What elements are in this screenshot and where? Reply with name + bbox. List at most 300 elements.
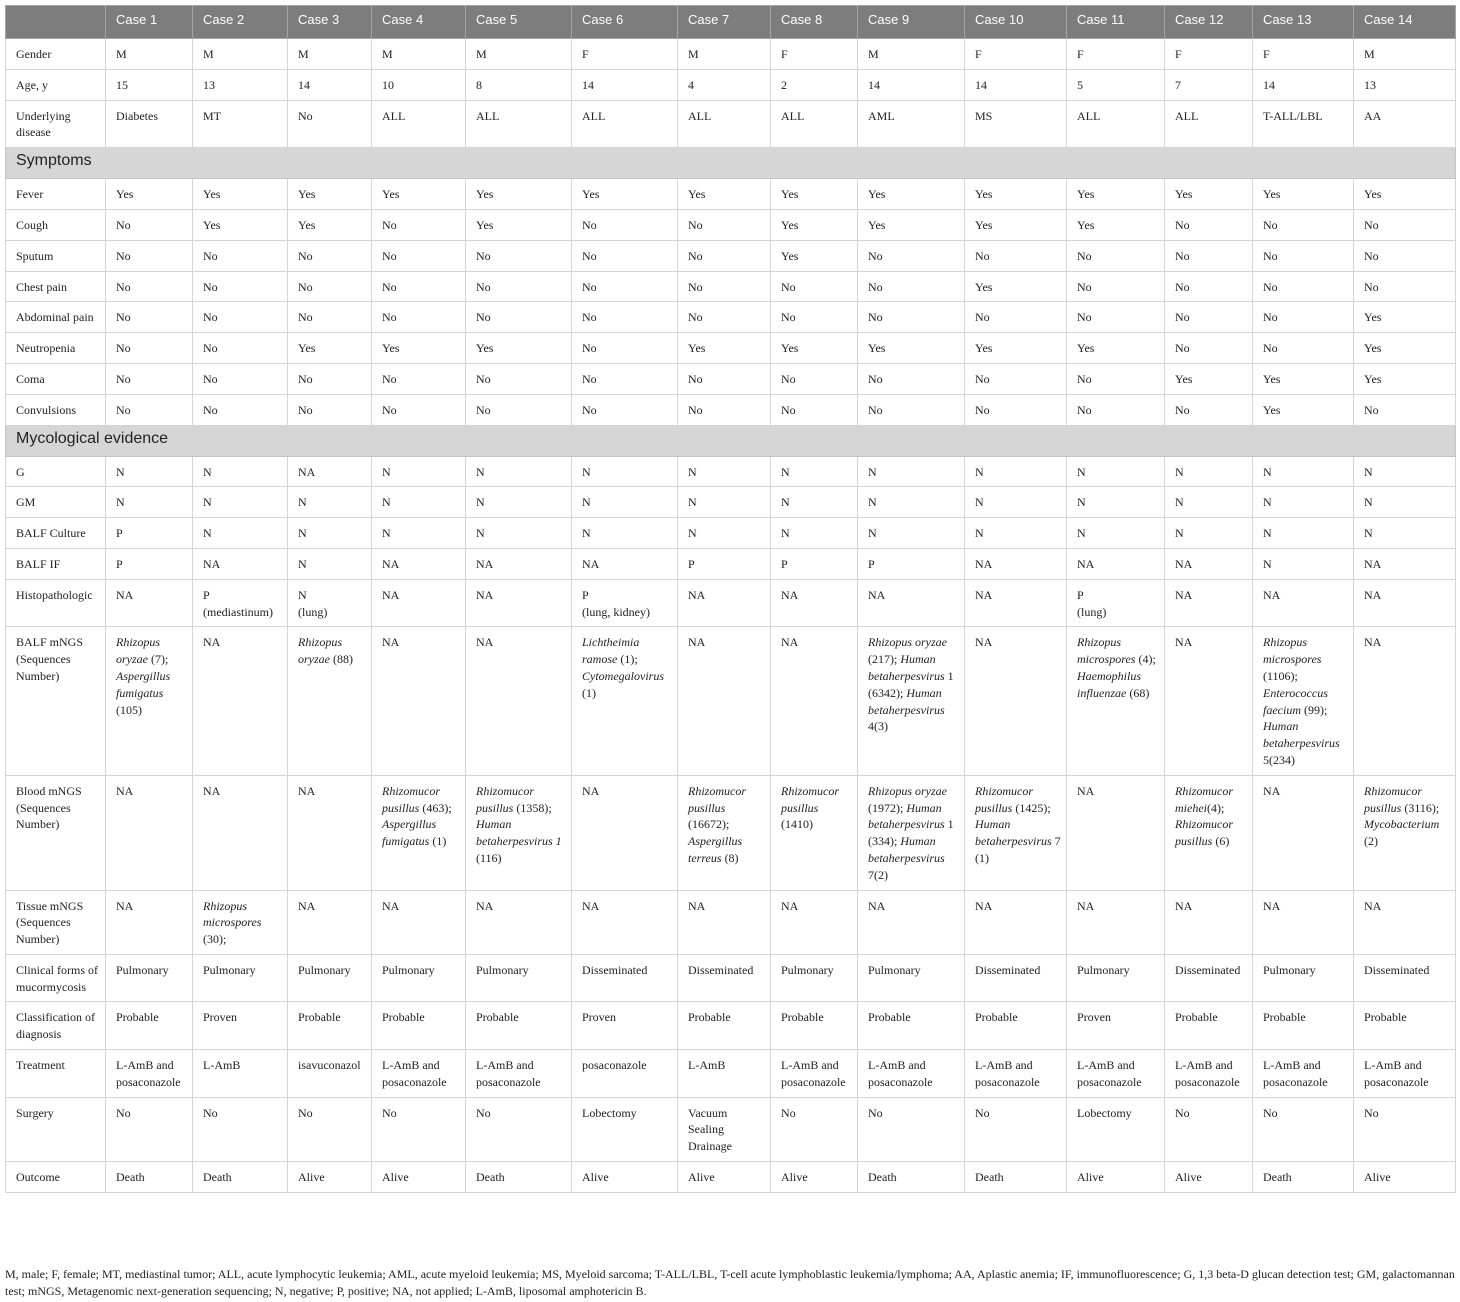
- table-cell: Yes: [965, 271, 1067, 302]
- organism-name: Lichtheimia ramose: [582, 635, 640, 667]
- table-row: [6, 394, 1456, 425]
- table-cell: Yes: [106, 179, 193, 210]
- table-cell: No: [965, 240, 1067, 271]
- table-cell: N: [678, 456, 771, 487]
- sequence-count: (1);: [617, 652, 638, 667]
- row-label: Surgery: [6, 1097, 106, 1161]
- header-case: Case 3: [288, 6, 372, 39]
- table-cell: Proven: [193, 1002, 288, 1050]
- sequence-count: 7(2): [868, 867, 888, 882]
- table-row: [6, 456, 1456, 487]
- organism-name: Rhizomucor pusillus: [1364, 783, 1422, 815]
- section-row: [6, 148, 1456, 179]
- table-cell: Proven: [1067, 1002, 1165, 1050]
- table-cell: [1354, 775, 1456, 890]
- table-cell: [1253, 627, 1354, 775]
- table-cell: NA: [572, 775, 678, 890]
- table-cell: No: [572, 209, 678, 240]
- sequence-count: (4);: [1207, 800, 1225, 815]
- row-label: Histopathologic: [6, 579, 106, 627]
- table-cell: No: [858, 271, 965, 302]
- table-cell: N: [1165, 487, 1253, 518]
- table-cell: No: [288, 302, 372, 333]
- sequence-count: (16672);: [688, 817, 730, 832]
- table-cell: Alive: [372, 1162, 466, 1193]
- table-cell: No: [372, 271, 466, 302]
- table-cell: AA: [1354, 100, 1456, 148]
- table-cell: No: [372, 302, 466, 333]
- table-cell: No: [572, 394, 678, 425]
- table-cell: L-AmB and posaconazole: [1354, 1050, 1456, 1098]
- table-cell: N: [193, 456, 288, 487]
- table-cell: No: [678, 240, 771, 271]
- table-cell: NA: [1067, 548, 1165, 579]
- table-cell: NA: [193, 548, 288, 579]
- table-row: [6, 240, 1456, 271]
- table-cell: No: [572, 271, 678, 302]
- table-cell: No: [193, 1097, 288, 1161]
- table-cell: Yes: [1354, 179, 1456, 210]
- table-cell: Yes: [1067, 179, 1165, 210]
- table-cell: Lobectomy: [1067, 1097, 1165, 1161]
- table-cell: No: [572, 302, 678, 333]
- row-label: Fever: [6, 179, 106, 210]
- table-cell: N: [288, 487, 372, 518]
- table-cell: MT: [193, 100, 288, 148]
- organism-name: Aspergillus fumigatus: [116, 668, 171, 700]
- table-cell: NA: [771, 890, 858, 954]
- table-cell: NA: [106, 890, 193, 954]
- table-cell: No: [1165, 209, 1253, 240]
- table-cell: Disseminated: [572, 954, 678, 1002]
- table-cell: No: [288, 240, 372, 271]
- table-cell: F: [572, 39, 678, 70]
- header-case: Case 2: [193, 6, 288, 39]
- row-label: Underlying disease: [6, 100, 106, 148]
- table-cell: No: [1165, 271, 1253, 302]
- table-cell: No: [106, 1097, 193, 1161]
- table-cell: No: [1067, 302, 1165, 333]
- table-cell: NA: [771, 627, 858, 775]
- table-cell: NA: [193, 775, 288, 890]
- table-cell: NA: [858, 579, 965, 627]
- table-cell: M: [193, 39, 288, 70]
- table-cell: F: [1253, 39, 1354, 70]
- table-cell: Disseminated: [965, 954, 1067, 1002]
- table-cell: 13: [193, 69, 288, 100]
- table-row: [6, 1002, 1456, 1050]
- organism-name: Aspergillus fumigatus: [382, 817, 437, 849]
- table-cell: M: [858, 39, 965, 70]
- table-cell: No: [1165, 333, 1253, 364]
- table-cell: N: [678, 518, 771, 549]
- table-cell: Death: [466, 1162, 572, 1193]
- table-cell: NA: [1354, 627, 1456, 775]
- organism-name: Rhizopus oryzae: [868, 783, 947, 798]
- table-cell: N: [1253, 518, 1354, 549]
- organism-name: Human betaherpesvirus: [868, 652, 945, 683]
- table-cell: Lobectomy: [572, 1097, 678, 1161]
- table-header: [6, 6, 1456, 39]
- table-cell: NA: [288, 890, 372, 954]
- sequence-count: (3116);: [1401, 800, 1440, 815]
- table-cell: Yes: [1165, 179, 1253, 210]
- table-cell: M: [288, 39, 372, 70]
- table-cell: No: [466, 363, 572, 394]
- table-cell: T-ALL/LBL: [1253, 100, 1354, 148]
- table-cell: No: [678, 363, 771, 394]
- table-cell: No: [193, 302, 288, 333]
- table-cell: Yes: [466, 209, 572, 240]
- table-cell: Diabetes: [106, 100, 193, 148]
- row-label: Cough: [6, 209, 106, 240]
- table-cell: 14: [572, 69, 678, 100]
- organism-name: Rhizomucor pusillus: [1175, 817, 1233, 849]
- table-cell: No: [771, 363, 858, 394]
- header-case: Case 9: [858, 6, 965, 39]
- table-cell: 13: [1354, 69, 1456, 100]
- table-cell: NA: [1165, 579, 1253, 627]
- table-cell: No: [1253, 302, 1354, 333]
- sequence-count: (88): [330, 652, 353, 667]
- table-cell: Yes: [678, 179, 771, 210]
- table-cell: L-AmB and posaconazole: [771, 1050, 858, 1098]
- table-cell: NA: [1354, 890, 1456, 954]
- table-cell: Alive: [1067, 1162, 1165, 1193]
- table-cell: No: [1253, 240, 1354, 271]
- organism-name: Rhizomucor pusillus: [382, 783, 440, 815]
- table-cell: Yes: [771, 240, 858, 271]
- table-cell: ALL: [771, 100, 858, 148]
- table-row: [6, 487, 1456, 518]
- table-cell: N: [372, 456, 466, 487]
- table-cell: No: [466, 271, 572, 302]
- organism-name: Aspergillus terreus: [688, 834, 743, 865]
- table-cell: No: [771, 302, 858, 333]
- row-label: Coma: [6, 363, 106, 394]
- table-cell: L-AmB and posaconazole: [965, 1050, 1067, 1098]
- table-cell: No: [858, 302, 965, 333]
- table-cell: NA: [106, 579, 193, 627]
- table-cell: No: [372, 209, 466, 240]
- table-cell: No: [965, 1097, 1067, 1161]
- table-cell: Probable: [965, 1002, 1067, 1050]
- row-label: BALF IF: [6, 548, 106, 579]
- table-cell: NA: [1354, 579, 1456, 627]
- table-cell: No: [965, 394, 1067, 425]
- table-cell: Probable: [466, 1002, 572, 1050]
- organism-name: Rhizopus oryzae: [298, 635, 343, 667]
- table-cell: M: [466, 39, 572, 70]
- table-cell: F: [965, 39, 1067, 70]
- table-cell: No: [193, 240, 288, 271]
- header-case: Case 1: [106, 6, 193, 39]
- table-cell: N: [466, 518, 572, 549]
- table-cell: Yes: [1253, 179, 1354, 210]
- table-cell: Yes: [466, 179, 572, 210]
- table-row: [6, 1162, 1456, 1193]
- table-cell: Death: [965, 1162, 1067, 1193]
- organism-name: Human betaherpesvirus 1: [476, 817, 562, 849]
- table-cell: [193, 890, 288, 954]
- table-cell: N: [572, 518, 678, 549]
- table-cell: NA: [965, 548, 1067, 579]
- table-cell: No: [288, 1097, 372, 1161]
- table-cell: No: [1067, 240, 1165, 271]
- table-cell: 14: [288, 69, 372, 100]
- table-cell: [771, 775, 858, 890]
- table-cell: L-AmB and posaconazole: [1067, 1050, 1165, 1098]
- table-cell: Yes: [1165, 363, 1253, 394]
- row-label: Clinical forms of mucormycosis: [6, 954, 106, 1002]
- table-cell: No: [858, 1097, 965, 1161]
- row-label: BALF mNGS (Sequences Number): [6, 627, 106, 775]
- organism-name: Haemophilus influenzae: [1077, 668, 1141, 700]
- table-cell: No: [372, 1097, 466, 1161]
- sequence-count: (8): [721, 850, 739, 865]
- table-cell: No: [466, 394, 572, 425]
- table-cell: 4: [678, 69, 771, 100]
- table-cell: ALL: [1165, 100, 1253, 148]
- table-cell: No: [678, 394, 771, 425]
- table-cell: L-AmB and posaconazole: [1165, 1050, 1253, 1098]
- table-cell: No: [1253, 333, 1354, 364]
- table-cell: No: [466, 302, 572, 333]
- table-cell: Probable: [771, 1002, 858, 1050]
- table-cell: Yes: [288, 179, 372, 210]
- table-cell: Probable: [372, 1002, 466, 1050]
- table-cell: Disseminated: [1165, 954, 1253, 1002]
- table-cell: NA: [372, 548, 466, 579]
- table-cell: Yes: [288, 333, 372, 364]
- table-row: [6, 954, 1456, 1002]
- table-cell: No: [193, 271, 288, 302]
- sequence-count: (4);: [1135, 652, 1156, 667]
- table-cell: N: [1253, 548, 1354, 579]
- table-cell: Death: [1253, 1162, 1354, 1193]
- table-row: [6, 518, 1456, 549]
- organism-name: Human betaherpesvirus: [868, 800, 945, 832]
- table-cell: ALL: [1067, 100, 1165, 148]
- table-cell: N: [1067, 518, 1165, 549]
- table-cell: ALL: [372, 100, 466, 148]
- table-cell: N: [858, 518, 965, 549]
- header-case: Case 11: [1067, 6, 1165, 39]
- table-cell: L-AmB and posaconazole: [1253, 1050, 1354, 1098]
- table-cell: Pulmonary: [193, 954, 288, 1002]
- table-cell: NA: [1165, 548, 1253, 579]
- table-cell: N: [466, 456, 572, 487]
- table-cell: NA: [1253, 775, 1354, 890]
- table-cell: N: [466, 487, 572, 518]
- table-cell: N: [372, 518, 466, 549]
- table-cell: No: [193, 394, 288, 425]
- table-cell: NA: [372, 627, 466, 775]
- table-cell: No: [1253, 271, 1354, 302]
- table-cell: N: [1354, 456, 1456, 487]
- table-cell: N: [771, 456, 858, 487]
- sequence-count: (6): [1212, 834, 1230, 849]
- table-cell: No: [771, 271, 858, 302]
- table-cell: N: [965, 518, 1067, 549]
- table-cell: N: [193, 518, 288, 549]
- table-cell: 5: [1067, 69, 1165, 100]
- table-cell: Yes: [678, 333, 771, 364]
- table-cell: [572, 627, 678, 775]
- organism-name: Rhizomucor pusillus: [781, 783, 839, 815]
- table-cell: No: [372, 363, 466, 394]
- table-cell: NA: [678, 890, 771, 954]
- sequence-count: (1972);: [868, 800, 907, 815]
- table-cell: Yes: [193, 209, 288, 240]
- table-cell: ALL: [678, 100, 771, 148]
- table-cell: P: [678, 548, 771, 579]
- table-cell: AML: [858, 100, 965, 148]
- table-cell: Pulmonary: [1067, 954, 1165, 1002]
- table-cell: No: [106, 363, 193, 394]
- table-cell: No: [106, 394, 193, 425]
- sequence-count: (1): [429, 834, 447, 849]
- table-cell: Pulmonary: [1253, 954, 1354, 1002]
- sequence-count: (68): [1126, 685, 1150, 700]
- table-cell: No: [1165, 302, 1253, 333]
- table-cell: P: [106, 518, 193, 549]
- header-case: Case 4: [372, 6, 466, 39]
- header-corner: [6, 6, 106, 39]
- table-cell: Alive: [771, 1162, 858, 1193]
- table-cell: NA: [466, 890, 572, 954]
- table-cell: M: [106, 39, 193, 70]
- table-cell: No: [1354, 240, 1456, 271]
- table-cell: N: [288, 548, 372, 579]
- table-cell: Yes: [572, 179, 678, 210]
- table-cell: No: [106, 240, 193, 271]
- section-title: Mycological evidence: [6, 425, 1456, 456]
- table-cell: Yes: [1067, 333, 1165, 364]
- section-title: Symptoms: [6, 148, 1456, 179]
- table-cell: 8: [466, 69, 572, 100]
- table-cell: N: [965, 487, 1067, 518]
- table-cell: posaconazole: [572, 1050, 678, 1098]
- sequence-count: (2): [1364, 834, 1378, 849]
- table-cell: Yes: [1067, 209, 1165, 240]
- table-cell: M: [1354, 39, 1456, 70]
- row-label: Chest pain: [6, 271, 106, 302]
- table-cell: Yes: [771, 209, 858, 240]
- table-cell: Pulmonary: [858, 954, 965, 1002]
- table-cell: No: [288, 100, 372, 148]
- table-cell: Disseminated: [678, 954, 771, 1002]
- table-cell: F: [771, 39, 858, 70]
- table-cell: No: [372, 394, 466, 425]
- organism-name: Human betaherpesvirus: [868, 685, 945, 717]
- organism-name: Rhizopus oryzae: [116, 635, 161, 667]
- table-cell: [1067, 627, 1165, 775]
- table-cell: 10: [372, 69, 466, 100]
- table-cell: L-AmB and posaconazole: [372, 1050, 466, 1098]
- table-row: [6, 333, 1456, 364]
- table-cell: Probable: [1354, 1002, 1456, 1050]
- sequence-count: (1410): [781, 817, 813, 832]
- table-cell: Death: [106, 1162, 193, 1193]
- table-cell: Yes: [1354, 333, 1456, 364]
- table-row: [6, 548, 1456, 579]
- table-cell: Proven: [572, 1002, 678, 1050]
- row-label: Convulsions: [6, 394, 106, 425]
- table-cell: No: [678, 302, 771, 333]
- table-cell: Alive: [1354, 1162, 1456, 1193]
- sequence-count: (1106);: [1263, 668, 1298, 683]
- sequence-count: (1425);: [1012, 800, 1051, 815]
- row-label: BALF Culture: [6, 518, 106, 549]
- table-cell: NA: [1354, 548, 1456, 579]
- table-cell: Yes: [1354, 302, 1456, 333]
- table-cell: NA: [1165, 627, 1253, 775]
- table-cell: Yes: [858, 179, 965, 210]
- table-cell: NA: [965, 579, 1067, 627]
- table-row: [6, 363, 1456, 394]
- row-label: Blood mNGS (Sequences Number): [6, 775, 106, 890]
- table-row: [6, 69, 1456, 100]
- row-label: Treatment: [6, 1050, 106, 1098]
- table-cell: Yes: [193, 179, 288, 210]
- table-cell: Probable: [1253, 1002, 1354, 1050]
- table-cell: NA: [372, 890, 466, 954]
- table-cell: Probable: [288, 1002, 372, 1050]
- table-cell: No: [193, 363, 288, 394]
- organism-name: Rhizopus microspores: [1077, 635, 1136, 667]
- header-case: Case 10: [965, 6, 1067, 39]
- table-cell: NA: [106, 775, 193, 890]
- table-cell: N: [1067, 487, 1165, 518]
- row-label: Outcome: [6, 1162, 106, 1193]
- table-cell: Yes: [858, 209, 965, 240]
- row-label: Neutropenia: [6, 333, 106, 364]
- organism-name: Cytomegalovirus: [582, 668, 664, 683]
- table-cell: L-AmB and posaconazole: [858, 1050, 965, 1098]
- table-cell: N: [1165, 456, 1253, 487]
- table-cell: NA: [1067, 775, 1165, 890]
- table-cell: 14: [858, 69, 965, 100]
- table-cell: No: [858, 394, 965, 425]
- table-cell: NA: [678, 579, 771, 627]
- header-case: Case 14: [1354, 6, 1456, 39]
- sequence-count: 1 (6342);: [868, 668, 954, 700]
- table-cell: No: [466, 240, 572, 271]
- table-cell: No: [771, 394, 858, 425]
- sequence-count: 4(3): [868, 719, 888, 734]
- table-row: [6, 579, 1456, 627]
- table-cell: Probable: [678, 1002, 771, 1050]
- table-cell: 15: [106, 69, 193, 100]
- sequence-count: (30);: [203, 932, 227, 947]
- table-cell: No: [678, 209, 771, 240]
- row-label: Gender: [6, 39, 106, 70]
- table-cell: No: [1165, 240, 1253, 271]
- table-row: [6, 627, 1456, 775]
- sequence-count: (217);: [868, 652, 901, 667]
- table-cell: No: [106, 302, 193, 333]
- table-cell: NA: [1253, 579, 1354, 627]
- table-cell: ALL: [572, 100, 678, 148]
- table-cell: Yes: [288, 209, 372, 240]
- table-cell: Yes: [372, 333, 466, 364]
- table-cell: P: [106, 548, 193, 579]
- section-row: [6, 425, 1456, 456]
- sequence-count: 7 (1): [975, 834, 1061, 865]
- table-row: [6, 209, 1456, 240]
- table-cell: No: [193, 333, 288, 364]
